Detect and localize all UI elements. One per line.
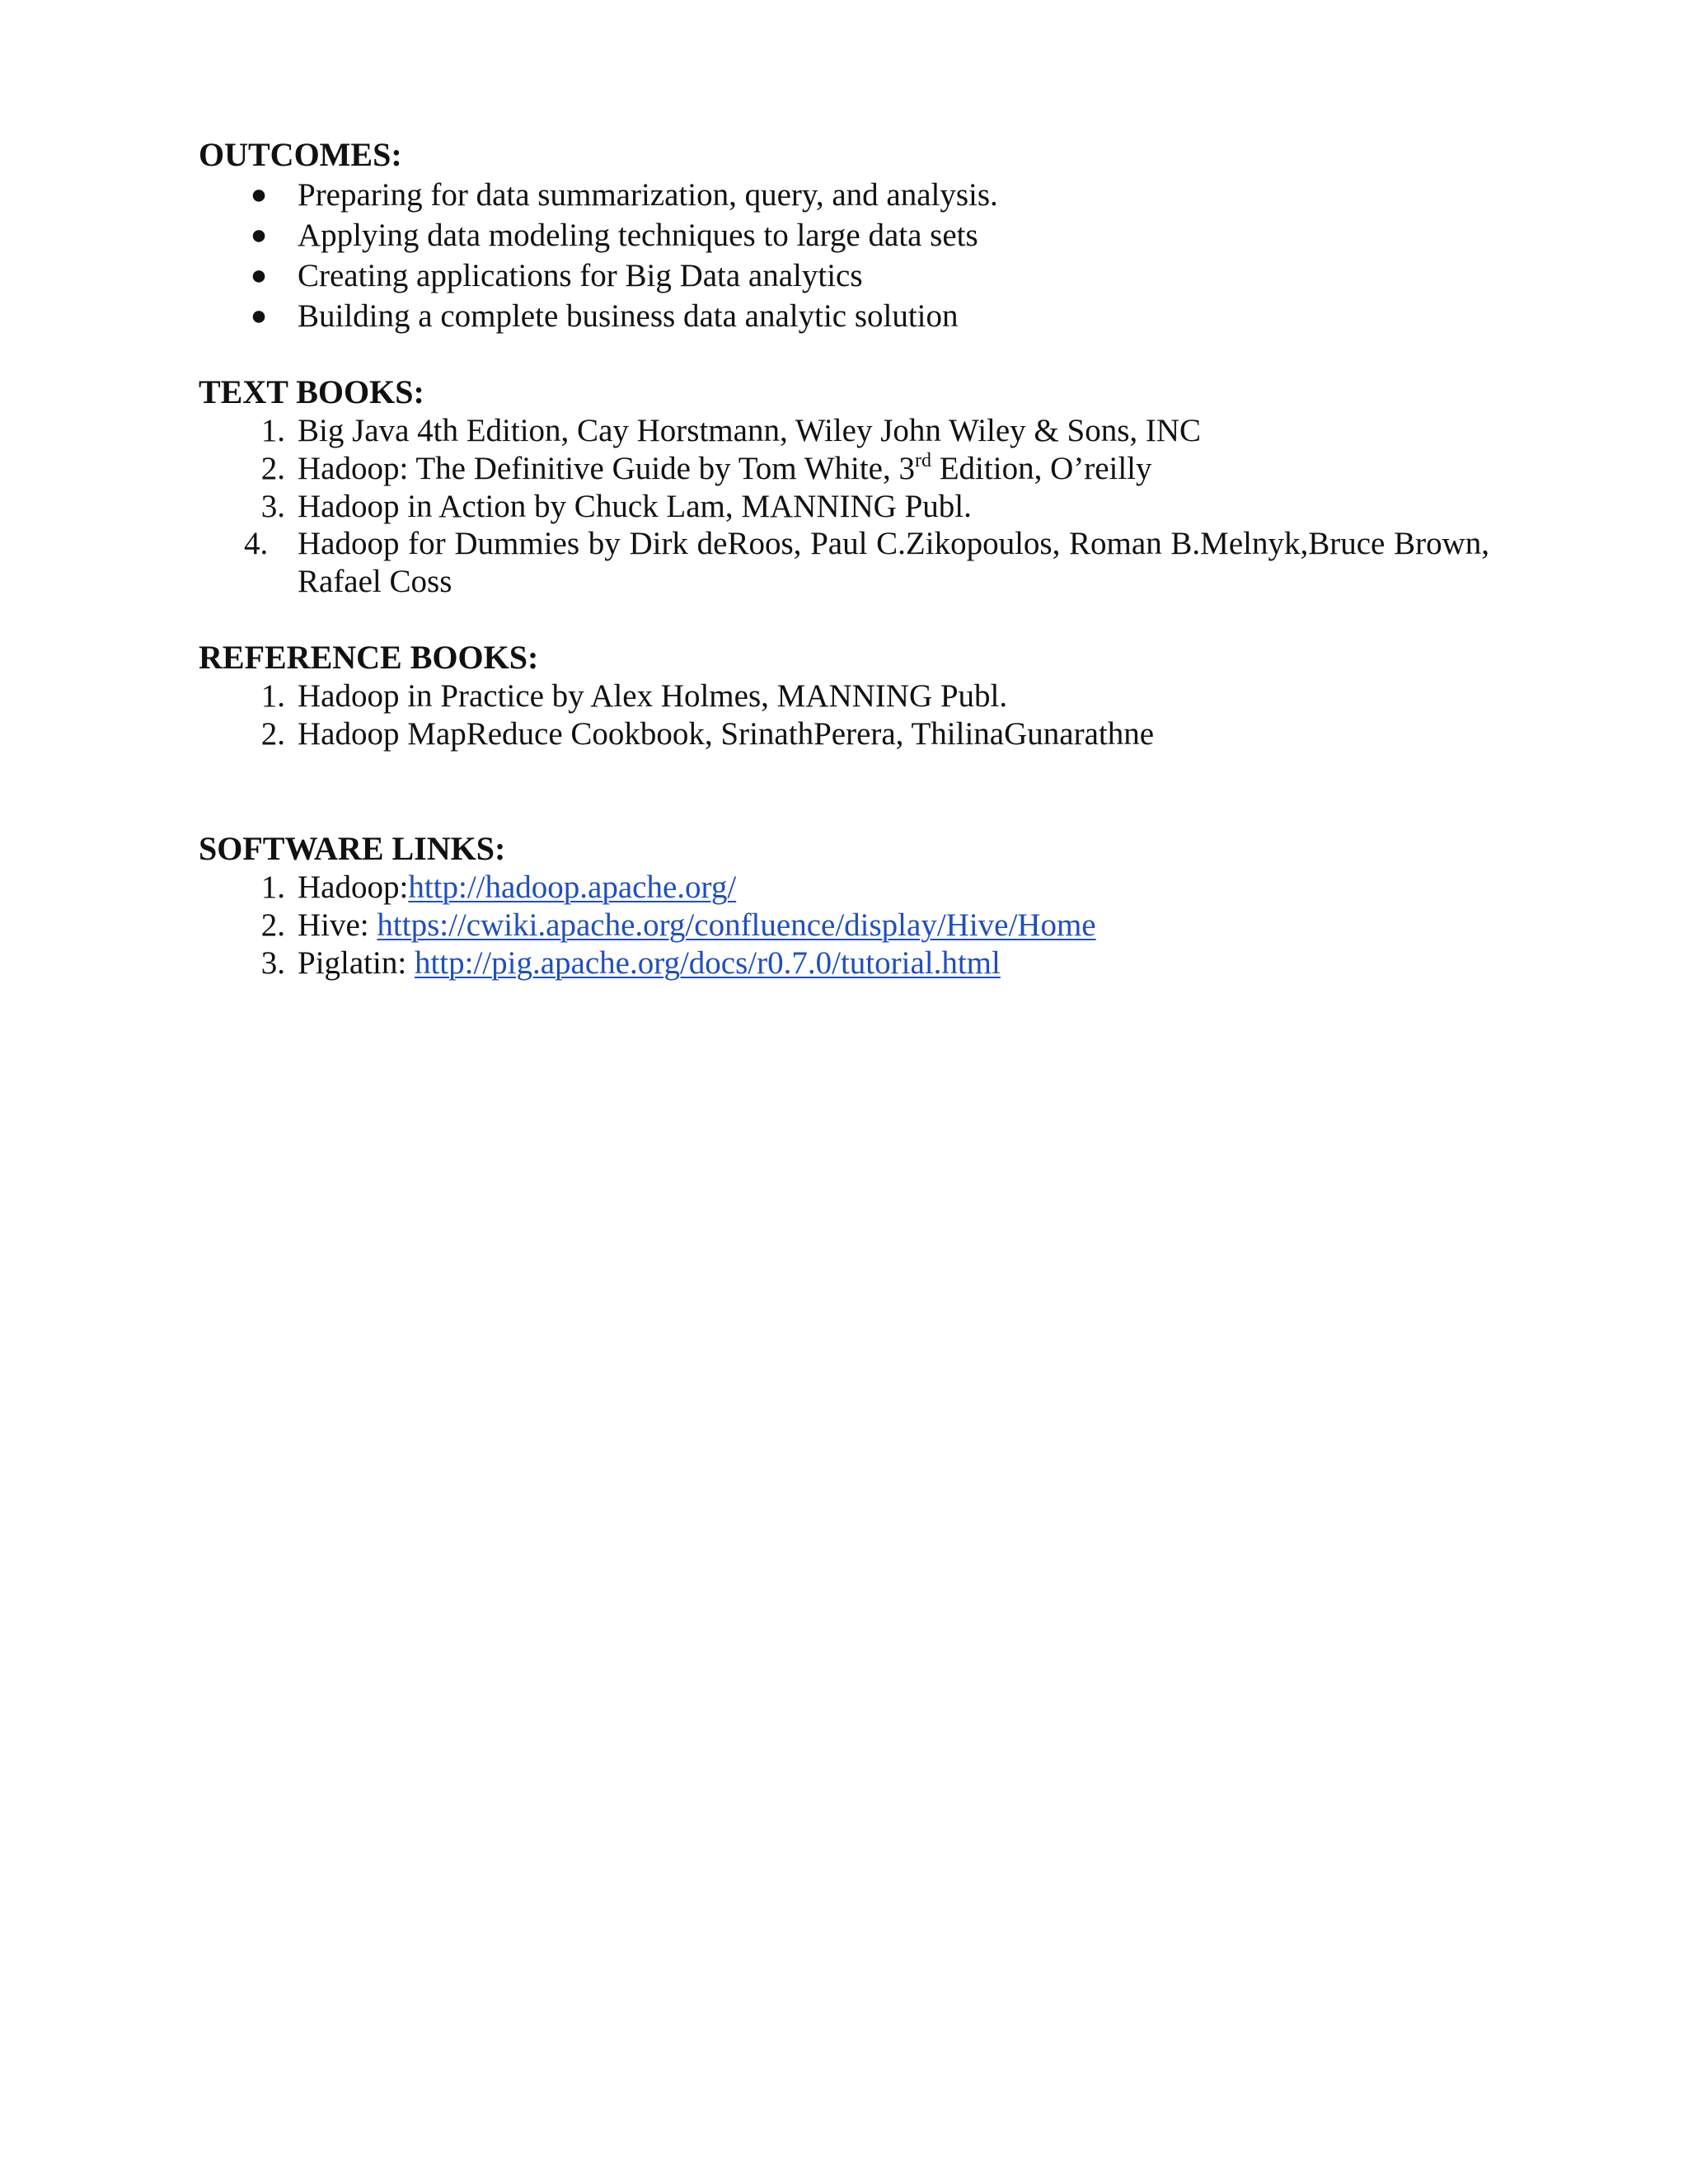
hive-link[interactable]: https://cwiki.apache.org/confluence/display/Hive/Home bbox=[377, 907, 1096, 943]
item-number: 1. bbox=[260, 869, 285, 905]
outcome-text: Creating applications for Big Data analytics bbox=[298, 258, 863, 293]
software-links-list bbox=[199, 868, 1489, 982]
list-item bbox=[199, 449, 1489, 487]
bullet-icon: ● bbox=[250, 301, 268, 331]
item-number: 4. bbox=[244, 526, 269, 561]
list-item bbox=[199, 944, 1489, 982]
item-number: 3. bbox=[260, 489, 285, 524]
text-books-section bbox=[199, 373, 1489, 601]
list-item bbox=[199, 525, 1489, 601]
book-title-part: Edition, O’reilly bbox=[931, 451, 1152, 486]
list-item bbox=[199, 868, 1489, 906]
book-title: Hadoop for Dummies by Dirk deRoos, Paul C.Zikopoulos, Roman B.Melnyk,Bruce Brown, Rafael Coss bbox=[298, 526, 1489, 599]
reference-books-list bbox=[199, 677, 1489, 752]
outcome-text: Applying data modeling techniques to large data sets bbox=[298, 218, 978, 253]
list-item bbox=[199, 297, 1489, 337]
hadoop-link[interactable]: http://hadoop.apache.org/ bbox=[408, 869, 737, 905]
book-title bbox=[298, 451, 1152, 486]
book-title-part: Hadoop: The Definitive Guide by Tom White, 3 bbox=[298, 451, 915, 486]
piglatin-link[interactable]: http://pig.apache.org/docs/r0.7.0/tutorial.html bbox=[414, 945, 1001, 981]
software-links-section bbox=[199, 830, 1489, 982]
list-item bbox=[199, 256, 1489, 297]
item-number: 2. bbox=[260, 907, 285, 943]
link-label: Piglatin: bbox=[298, 945, 415, 981]
list-item bbox=[199, 176, 1489, 216]
item-number: 1. bbox=[260, 413, 285, 448]
item-number: 1. bbox=[260, 678, 285, 714]
list-item bbox=[199, 411, 1489, 449]
book-title: Hadoop in Action by Chuck Lam, MANNING Publ. bbox=[298, 489, 972, 524]
text-books-list bbox=[199, 411, 1489, 601]
outcomes-list bbox=[199, 176, 1489, 337]
bullet-icon: ● bbox=[250, 260, 268, 291]
book-title: Big Java 4th Edition, Cay Horstmann, Wiley John Wiley & Sons, INC bbox=[298, 413, 1202, 448]
list-item bbox=[199, 487, 1489, 525]
list-item bbox=[199, 715, 1489, 752]
outcome-text: Preparing for data summarization, query, and analysis. bbox=[298, 177, 998, 213]
software-links-heading: SOFTWARE LINKS: bbox=[199, 830, 506, 867]
item-number: 2. bbox=[260, 451, 285, 486]
book-title: Hadoop in Practice by Alex Holmes, MANNING Publ. bbox=[298, 678, 1008, 714]
reference-books-heading: REFERENCE BOOKS: bbox=[199, 639, 539, 676]
item-number: 3. bbox=[260, 945, 285, 981]
outcome-text: Building a complete business data analytic solution bbox=[298, 298, 959, 334]
list-item bbox=[199, 216, 1489, 256]
book-title: Hadoop MapReduce Cookbook, SrinathPerera, ThilinaGunarathne bbox=[298, 716, 1155, 752]
ordinal-superscript: rd bbox=[914, 450, 931, 471]
link-label: Hadoop: bbox=[298, 869, 409, 905]
list-item bbox=[199, 677, 1489, 715]
bullet-icon: ● bbox=[250, 220, 268, 251]
text-books-heading: TEXT BOOKS: bbox=[199, 373, 424, 410]
bullet-icon: ● bbox=[250, 180, 268, 210]
outcomes-section bbox=[199, 136, 1489, 337]
reference-books-section bbox=[199, 639, 1489, 752]
item-number: 2. bbox=[260, 716, 285, 752]
list-item bbox=[199, 906, 1489, 944]
link-label: Hive: bbox=[298, 907, 377, 943]
outcomes-heading: OUTCOMES: bbox=[199, 136, 402, 173]
